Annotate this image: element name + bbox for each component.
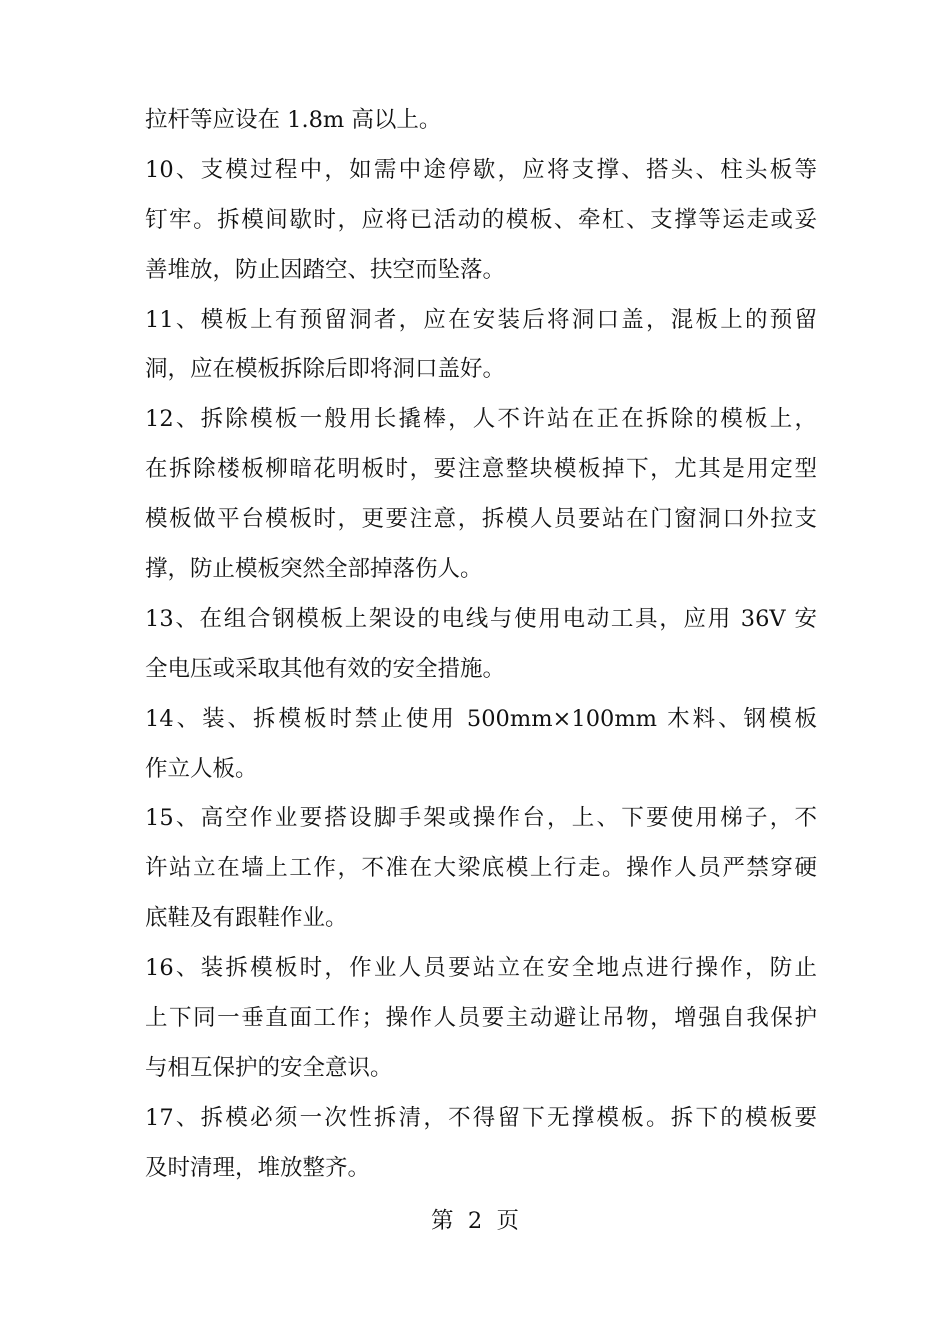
- text-line: 10、支模过程中，如需中途停歇，应将支撑、搭头、柱头板等: [145, 156, 817, 183]
- text-line: 拉杆等应设在 1.8m 高以上。: [145, 107, 442, 133]
- text-line: 17、拆模必须一次性拆清，不得留下无撑模板。拆下的模板要: [145, 1104, 817, 1131]
- text-line: 模板做平台模板时，更要注意，拆模人员要站在门窗洞口外拉支: [145, 506, 817, 533]
- body-text: [145, 96, 817, 1194]
- text-line: 钉牢。拆模间歇时，应将已活动的模板、牵杠、支撑等运走或妥: [145, 206, 817, 233]
- text-line: 在拆除楼板柳暗花明板时，要注意整块模板掉下，尤其是用定型: [145, 456, 817, 483]
- text-line: 作立人板。: [145, 755, 258, 782]
- text-line: 上下同一垂直面工作；操作人员要主动避让吊物，增强自我保护: [145, 1005, 817, 1032]
- text-line: 13、在组合钢模板上架设的电线与使用电动工具，应用 36V 安: [145, 605, 817, 632]
- text-line: 全电压或采取其他有效的安全措施。: [145, 655, 506, 682]
- page-number: 第 2 页: [431, 1208, 519, 1234]
- text-line: 16、装拆模板时，作业人员要站立在安全地点进行操作，防止: [145, 955, 817, 982]
- text-line: 洞，应在模板拆除后即将洞口盖好。: [145, 356, 506, 383]
- text-line: 14、装、拆模板时禁止使用 500mm×100mm 木料、钢模板: [145, 705, 817, 732]
- text-line: 12、拆除模板一般用长撬棒，人不许站在正在拆除的模板上，: [145, 406, 817, 433]
- text-line: 善堆放，防止因踏空、扶空而坠落。: [145, 256, 506, 283]
- text-line: 撑，防止模板突然全部掉落伤人。: [145, 556, 483, 583]
- text-line: 与相互保护的安全意识。: [145, 1054, 393, 1081]
- text-line: 底鞋及有跟鞋作业。: [145, 905, 348, 932]
- text-line: 11、模板上有预留洞者，应在安装后将洞口盖，混板上的预留: [145, 306, 817, 333]
- text-line: 15、高空作业要搭设脚手架或操作台，上、下要使用梯子，不: [145, 805, 817, 832]
- text-line: 及时清理，堆放整齐。: [145, 1154, 371, 1181]
- text-line: 许站立在墙上工作，不准在大梁底模上行走。操作人员严禁穿硬: [145, 855, 817, 882]
